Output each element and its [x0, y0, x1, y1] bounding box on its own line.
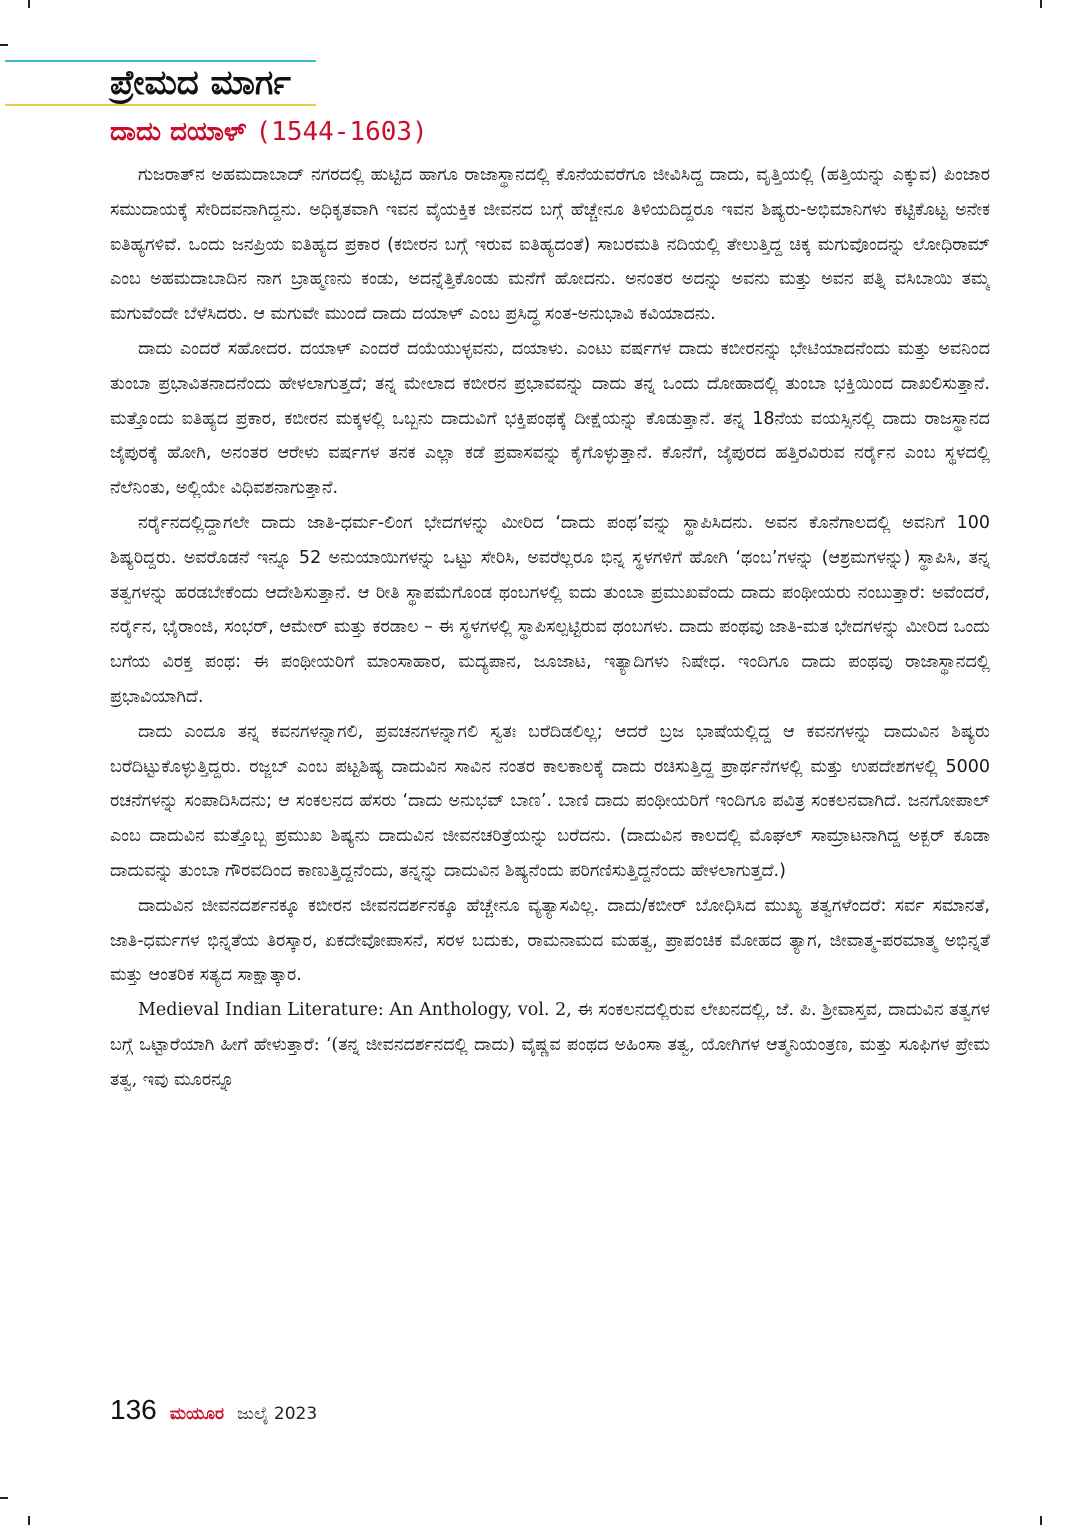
header-rule-yellow	[5, 104, 316, 106]
page-footer	[110, 1392, 317, 1432]
crop-mark-top-right	[1040, 0, 1042, 8]
article-title	[110, 112, 428, 152]
magazine-name: ಮಯೂರ	[169, 1404, 225, 1424]
article-years: (1544-1603)	[255, 117, 428, 147]
crop-mark-top-left	[28, 0, 30, 8]
paragraph: ದಾದು ಎಂದೂ ತನ್ನ ಕವನಗಳನ್ನಾಗಲಿ, ಪ್ರವಚನಗಳನ್ನಾಗಲಿ ಸ್ವತಃ ಬರೆದಿಡಲಿಲ್ಲ; ಆದರೆ ಬ್ರಜ ಭಾಷೆಯಲ್ಲಿದ್ದ ಆ ಕವನಗಳನ್ನು ದಾದುವಿನ ಶಿಷ್ಯರು ಬರೆದಿಟ್ಟುಕೊಳ್ಳುತ್ತಿದ್ದರು. ರಜ್ಜಬ್ ಎಂಬ ಪಟ್ಟಶಿಷ್ಯ ದಾದುವಿನ ಸಾವಿನ ನಂತರ ಕಾಲಕಾಲಕ್ಕೆ ದಾದು ರಚಿಸುತ್ತಿದ್ದ ಪ್ರಾರ್ಥನೆಗಳಲ್ಲಿ ಮತ್ತು ಉಪದೇಶಗಳಲ್ಲಿ 5000 ರಚನೆಗಳನ್ನು ಸಂಪಾದಿಸಿದನು; ಆ ಸಂಕಲನದ ಹೆಸರು ‘ದಾದು ಅನುಭವ್ ಬಾಣ’. ಬಾಣಿ ದಾದು ಪಂಥೀಯರಿಗೆ ಇಂದಿಗೂ ಪವಿತ್ರ ಸಂಕಲನವಾಗಿದೆ. ಜನಗೋಪಾಲ್ ಎಂಬ ದಾದುವಿನ ಮತ್ತೊಬ್ಬ ಪ್ರಮುಖ ಶಿಷ್ಯನು ದಾದುವಿನ ಜೀವನಚರಿತ್ರೆಯನ್ನು ಬರೆದನು. (ದಾದುವಿನ ಕಾಲದಲ್ಲಿ ಮೊಘಲ್ ಸಾಮ್ರಾಟನಾಗಿದ್ದ ಅಕ್ಬರ್ ಕೂಡಾ ದಾದುವನ್ನು ತುಂಬಾ ಗೌರವದಿಂದ ಕಾಣುತ್ತಿದ್ದನೆಂದು, ತನ್ನನ್ನು ದಾದುವಿನ ಶಿಷ್ಯನೆಂದು ಪರಿಗಣಿಸುತ್ತಿದ್ದನೆಂದು ಹೇಳಲಾಗುತ್ತದೆ.)	[110, 721, 990, 881]
page-number: 136	[110, 1394, 157, 1425]
paragraph: ದಾದುವಿನ ಜೀವನದರ್ಶನಕ್ಕೂ ಕಬೀರನ ಜೀವನದರ್ಶನಕ್ಕೂ ಹೆಚ್ಚೇನೂ ವ್ಯತ್ಯಾಸವಿಲ್ಲ. ದಾದು/ಕಬೀರ್ ಬೋಧಿಸಿದ ಮುಖ್ಯ ತತ್ವಗಳೆಂದರೆ: ಸರ್ವ ಸಮಾನತೆ, ಜಾತಿ-ಧರ್ಮಗಳ ಭಿನ್ನತೆಯ ತಿರಸ್ಕಾರ, ಏಕದೇವೋಪಾಸನೆ, ಸರಳ ಬದುಕು, ರಾಮನಾಮದ ಮಹತ್ವ, ಪ್ರಾಪಂಚಿಕ ಮೋಹದ ತ್ಯಾಗ, ಜೀವಾತ್ಮ-ಪರಮಾತ್ಮ ಅಭಿನ್ನತೆ ಮತ್ತು ಆಂತರಿಕ ಸತ್ಯದ ಸಾಕ್ಷಾತ್ಕಾರ.	[110, 895, 990, 986]
section-title: ಪ್ರೇಮದ ಮಾರ್ಗ	[110, 63, 291, 103]
paragraph: ನರ್ರೈನದಲ್ಲಿದ್ದಾಗಲೇ ದಾದು ಜಾತಿ-ಧರ್ಮ-ಲಿಂಗ ಭೇದಗಳನ್ನು ಮೀರಿದ ‘ದಾದು ಪಂಥ’ವನ್ನು ಸ್ಥಾಪಿಸಿದನು. ಅವನ ಕೊನೆಗಾಲದಲ್ಲಿ ಅವನಿಗೆ 100 ಶಿಷ್ಯರಿದ್ದರು. ಅವರೊಡನೆ ಇನ್ನೂ 52 ಅನುಯಾಯಿಗಳನ್ನು ಒಟ್ಟು ಸೇರಿಸಿ, ಅವರೆಲ್ಲರೂ ಭಿನ್ನ ಸ್ಥಳಗಳಿಗೆ ಹೋಗಿ ‘ಥಂಬ’ಗಳನ್ನು (ಆಶ್ರಮಗಳನ್ನು) ಸ್ಥಾಪಿಸಿ, ತನ್ನ ತತ್ವಗಳನ್ನು ಹರಡಬೇಕೆಂದು ಆದೇಶಿಸುತ್ತಾನೆ. ಆ ರೀತಿ ಸ್ಥಾಪಮೆಗೊಂಡ ಥಂಬಗಳಲ್ಲಿ ಐದು ತುಂಬಾ ಪ್ರಮುಖವೆಂದು ದಾದು ಪಂಥೀಯರು ನಂಬುತ್ತಾರೆ: ಅವೆಂದರೆ, ನರ್ರೈನ, ಭೈರಾಂಜಿ, ಸಂಭರ್, ಆಮೇರ್ ಮತ್ತು ಕರಡಾಲ – ಈ ಸ್ಥಳಗಳಲ್ಲಿ ಸ್ಥಾಪಿಸಲ್ಪಟ್ಟಿರುವ ಥಂಬಗಳು. ದಾದು ಪಂಥವು ಜಾತಿ-ಮತ ಭೇದಗಳನ್ನು ಮೀರಿದ ಒಂದು ಬಗೆಯ ವಿರಕ್ತ ಪಂಥ: ಈ ಪಂಥೀಯರಿಗೆ ಮಾಂಸಾಹಾರ, ಮದ್ಯಪಾನ, ಜೂಜಾಟ, ಇತ್ಯಾದಿಗಳು ನಿಷೇಧ. ಇಂದಿಗೂ ದಾದು ಪಂಥವು ರಾಜಾಸ್ಥಾನದಲ್ಲಿ ಪ್ರಭಾವಿಯಾಗಿದೆ.	[110, 512, 990, 707]
paragraph: ಗುಜರಾತ್‌ನ ಅಹಮದಾಬಾದ್ ನಗರದಲ್ಲಿ ಹುಟ್ಟಿದ ಹಾಗೂ ರಾಜಾಸ್ಥಾನದಲ್ಲಿ ಕೊನೆಯವರೆಗೂ ಜೀವಿಸಿದ್ದ ದಾದು, ವೃತ್ತಿಯಲ್ಲಿ (ಹತ್ತಿಯನ್ನು ಎಕ್ಕುವ) ಪಿಂಜಾರ ಸಮುದಾಯಕ್ಕೆ ಸೇರಿದವನಾಗಿದ್ದನು. ಅಧಿಕೃತವಾಗಿ ಇವನ ವೈಯಕ್ತಿಕ ಜೀವನದ ಬಗ್ಗೆ ಹೆಚ್ಚೇನೂ ತಿಳಿಯದಿದ್ದರೂ ಇವನ ಶಿಷ್ಯರು-ಅಭಿಮಾನಿಗಳು ಕಟ್ಟಿಕೊಟ್ಟ ಅನೇಕ ಐತಿಹ್ಯಗಳಿವೆ. ಒಂದು ಜನಪ್ರಿಯ ಐತಿಹ್ಯದ ಪ್ರಕಾರ (ಕಬೀರನ ಬಗ್ಗೆ ಇರುವ ಐತಿಹ್ಯದಂತೆ) ಸಾಬರಮತಿ ನದಿಯಲ್ಲಿ ತೇಲುತ್ತಿದ್ದ ಚಿಕ್ಕ ಮಗುವೊಂದನ್ನು ಲೋಧಿರಾಮ್ ಎಂಬ ಅಹಮದಾಬಾದಿನ ನಾಗ ಬ್ರಾಹ್ಮಣನು ಕಂಡು, ಅದನ್ನೆತ್ತಿಕೊಂಡು ಮನೆಗೆ ಹೋದನು. ಅನಂತರ ಅದನ್ನು ಅವನು ಮತ್ತು ಅವನ ಪತ್ನಿ ವಸಿಬಾಯಿ ತಮ್ಮ ಮಗುವೆಂದೇ ಬೆಳೆಸಿದರು. ಆ ಮಗುವೇ ಮುಂದೆ ದಾದು ದಯಾಳ್ ಎಂಬ ಪ್ರಸಿದ್ಧ ಸಂತ-ಅನುಭಾವಿ ಕವಿಯಾದನು.	[110, 165, 990, 325]
crop-mark-bottom-right	[1040, 1516, 1042, 1525]
crop-mark-left-lower	[0, 1497, 8, 1499]
article-name: ದಾದು ದಯಾಳ್	[110, 117, 247, 147]
paragraph: ದಾದು ಎಂದರೆ ಸಹೋದರ. ದಯಾಳ್ ಎಂದರೆ ದಯೆಯುಳ್ಳವನು, ದಯಾಳು. ಎಂಟು ವರ್ಷಗಳ ದಾದು ಕಬೀರನನ್ನು ಭೇಟಿಯಾದನೆಂದು ಮತ್ತು ಅವನಿಂದ ತುಂಬಾ ಪ್ರಭಾವಿತನಾದನೆಂದು ಹೇಳಲಾಗುತ್ತದೆ; ತನ್ನ ಮೇಲಾದ ಕಬೀರನ ಪ್ರಭಾವವನ್ನು ದಾದು ತನ್ನ ಒಂದು ದೋಹಾದಲ್ಲಿ ತುಂಬಾ ಭಕ್ತಿಯಿಂದ ದಾಖಲಿಸುತ್ತಾನೆ. ಮತ್ತೊಂದು ಐತಿಹ್ಯದ ಪ್ರಕಾರ, ಕಬೀರನ ಮಕ್ಕಳಲ್ಲಿ ಒಬ್ಬನು ದಾದುವಿಗೆ ಭಕ್ತಿಪಂಥಕ್ಕೆ ದೀಕ್ಷೆಯನ್ನು ಕೊಡುತ್ತಾನೆ. ತನ್ನ 18ನೆಯ ವಯಸ್ಸಿನಲ್ಲಿ ದಾದು ರಾಜಸ್ಥಾನದ ಜೈಪುರಕ್ಕೆ ಹೋಗಿ, ಅನಂತರ ಆರೇಳು ವರ್ಷಗಳ ತನಕ ಎಲ್ಲಾ ಕಡೆ ಪ್ರವಾಸವನ್ನು ಕೈಗೊಳ್ಳುತ್ತಾನೆ. ಕೊನೆಗೆ, ಜೈಪುರದ ಹತ್ತಿರವಿರುವ ನರ್ರೈನ ಎಂಬ ಸ್ಥಳದಲ್ಲಿ ನೆಲೆನಿಂತು, ಅಲ್ಲಿಯೇ ವಿಧಿವಶನಾಗುತ್ತಾನೆ.	[110, 338, 990, 499]
crop-mark-left-upper	[0, 44, 8, 46]
article-body	[110, 158, 990, 1388]
issue-date: ಜುಲೈ 2023	[237, 1404, 318, 1424]
paragraph: Medieval Indian Literature: An Anthology, vol. 2, ಈ ಸಂಕಲನದಲ್ಲಿರುವ ಲೇಖನದಲ್ಲಿ, ಜೆ. ಪಿ. ಶ್ರೀವಾಸ್ತವ, ದಾದುವಿನ ತತ್ವಗಳ ಬಗ್ಗೆ ಒಟ್ಟಾರೆಯಾಗಿ ಹೀಗೆ ಹೇಳುತ್ತಾರೆ: ‘(ತನ್ನ ಜೀವನದರ್ಶನದಲ್ಲಿ ದಾದು) ವೈಷ್ಣವ ಪಂಥದ ಅಹಿಂಸಾ ತತ್ವ, ಯೋಗಿಗಳ ಆತ್ಮನಿಯಂತ್ರಣ, ಮತ್ತು ಸೂಫಿಗಳ ಪ್ರೇಮ ತತ್ವ, ಇವು ಮೂರನ್ನೂ	[110, 1000, 990, 1090]
crop-mark-bottom-left	[28, 1516, 30, 1525]
